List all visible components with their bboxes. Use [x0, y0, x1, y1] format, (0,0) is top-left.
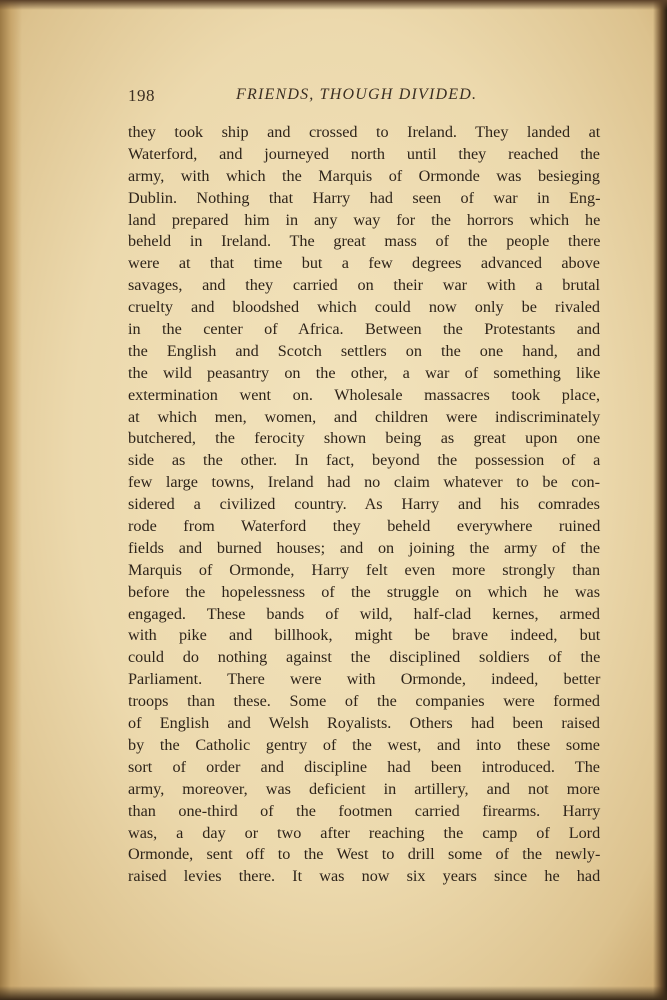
page-number: 198: [128, 86, 155, 105]
text-line: sort of order and discipline had been introduced. The: [128, 757, 600, 776]
text-line: land prepared him in any way for the horrors which he: [128, 210, 601, 229]
text-line: fields and burned houses; and on joining the army of the: [128, 538, 601, 557]
text-line: could do nothing against the disciplined soldiers of the: [128, 648, 601, 667]
page-top-shadow: [0, 0, 667, 10]
text-line: raised levies there. It was now six years since he had: [128, 867, 601, 886]
text-line: the wild peasantry on the other, a war of something like: [128, 363, 601, 382]
text-line: engaged. These bands of wild, half-clad kernes, armed: [128, 604, 600, 623]
text-line: Ormonde, sent off to the West to drill some of the newly-: [128, 845, 601, 864]
text-line: extermination went on. Wholesale massacres took place,: [128, 385, 600, 404]
text-line: Dublin. Nothing that Harry had seen of war in Eng-: [128, 188, 601, 207]
text-line: Waterford, and journeyed north until they reached the: [128, 144, 600, 163]
text-line: few large towns, Ireland had no claim whatever to be con-: [128, 473, 600, 492]
text-line: than one-third of the footmen carried firearms. Harry: [128, 801, 601, 820]
page-edge-shadow: [653, 0, 667, 1000]
text-line: beheld in Ireland. The great mass of the people there: [128, 232, 601, 251]
text-line: were at that time but a few degrees advanced above: [128, 254, 600, 273]
running-head: FRIENDS, THOUGH DIVIDED.: [236, 86, 478, 103]
text-line: army, moreover, was deficient in artillery, and not more: [128, 779, 600, 798]
body-text: [128, 122, 600, 888]
page-header: [128, 86, 602, 110]
page-binding-shadow: [0, 0, 22, 1000]
text-line: with pike and billhook, might be brave indeed, but: [128, 626, 601, 645]
text-line: by the Catholic gentry of the west, and into these some: [128, 735, 600, 754]
text-line: rode from Waterford they beheld everywhere ruined: [128, 517, 601, 536]
text-line: in the center of Africa. Between the Protestants and: [128, 320, 601, 339]
text-line: of English and Welsh Royalists. Others had been raised: [128, 714, 600, 733]
text-line: army, with which the Marquis of Ormonde was besieging: [128, 166, 600, 185]
text-line: side as the other. In fact, beyond the possession of a: [128, 451, 601, 470]
text-line: troops than these. Some of the companies were formed: [128, 692, 600, 711]
text-line: savages, and they carried on their war with a brutal: [128, 276, 600, 295]
text-line: before the hopelessness of the struggle on which he was: [128, 582, 600, 601]
text-line: they took ship and crossed to Ireland. They landed at: [128, 123, 601, 141]
text-line: cruelty and bloodshed which could now only be rivaled: [128, 298, 600, 317]
page-bottom-shadow: [0, 986, 667, 1000]
text-line: at which men, women, and children were indiscriminately: [128, 407, 601, 426]
text-line: was, a day or two after reaching the camp of Lord: [128, 823, 601, 842]
text-line: butchered, the ferocity shown being as great upon one: [128, 429, 601, 448]
text-line: sidered a civilized country. As Harry and his comrades: [128, 495, 600, 514]
text-line: the English and Scotch settlers on the one hand, and: [128, 341, 601, 360]
text-line: Marquis of Ormonde, Harry felt even more strongly than: [128, 560, 601, 579]
text-line: Parliament. There were with Ormonde, indeed, better: [128, 670, 601, 689]
